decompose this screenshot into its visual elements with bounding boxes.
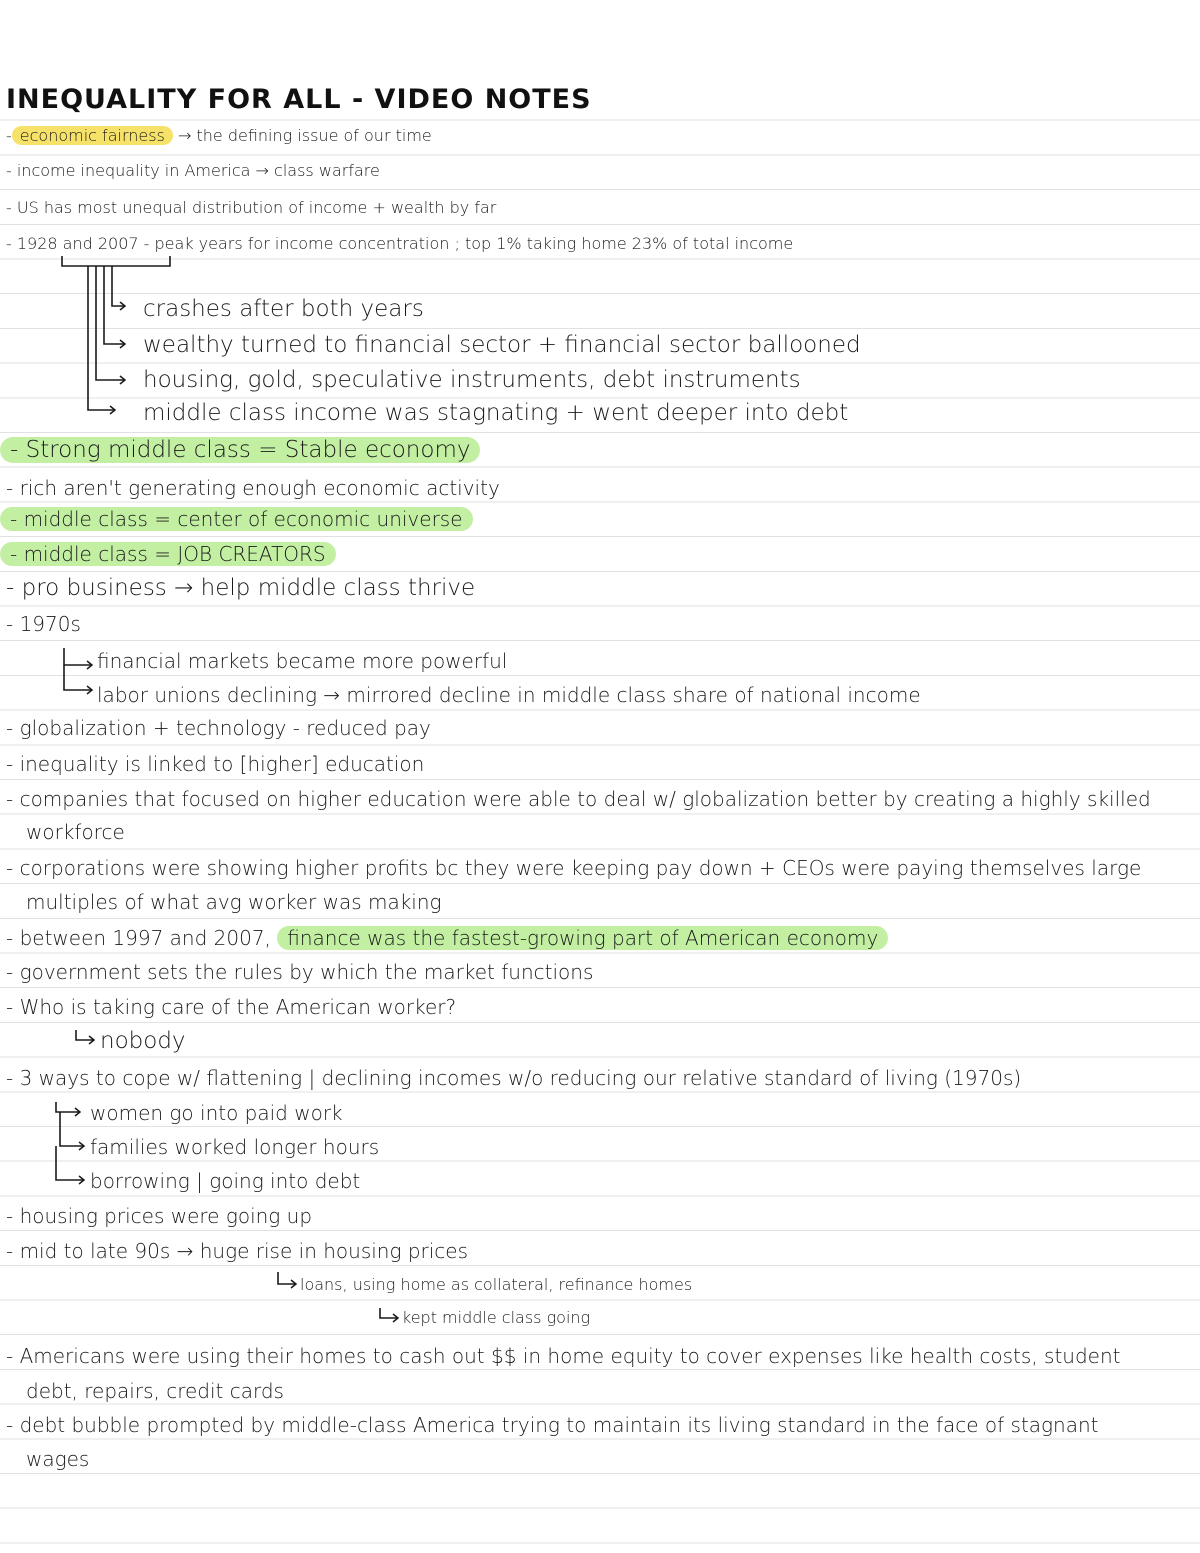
note-line: - rich aren't generating enough economic activity — [6, 476, 500, 500]
note-line: - housing prices were going up — [6, 1204, 313, 1228]
arrow-connector — [278, 1272, 296, 1284]
note-line: - government sets the rules by which the market functions — [6, 960, 594, 984]
arrow-connector — [60, 1112, 84, 1146]
arrowhead — [79, 1176, 84, 1184]
sub-note: families worked longer hours — [90, 1135, 380, 1159]
arrow-connector — [56, 1102, 80, 1112]
sub-note: financial markets became more powerful — [97, 649, 508, 673]
highlighted-text: - middle class = center of economic universe — [0, 507, 473, 531]
arrow-connector — [64, 648, 92, 665]
sub-note: nobody — [100, 1028, 186, 1054]
bullet-dash: - — [6, 126, 12, 145]
note-line: - corporations were showing higher profits bc they were keeping pay down + CEOs were paying themselves large — [6, 856, 1142, 880]
arrowhead — [89, 1036, 94, 1044]
arrow-connector — [112, 266, 125, 306]
note-line-continued: wages — [26, 1447, 90, 1471]
note-line: - Americans were using their homes to cash out $$ in home equity to cover expenses like health costs, student — [6, 1344, 1121, 1368]
arrow-connector — [64, 665, 92, 690]
highlighted-text: finance was the fastest-growing part of American economy — [277, 926, 888, 950]
sub-note: kept middle class going — [402, 1308, 591, 1327]
note-line — [6, 126, 432, 145]
sub-note: middle class income was stagnating + went deeper into debt — [143, 400, 849, 426]
arrow-connector — [88, 266, 115, 410]
note-line: - pro business → help middle class thrive — [6, 575, 476, 601]
note-line: - income inequality in America → class warfare — [6, 161, 380, 180]
arrowhead — [75, 1108, 80, 1116]
note-line — [0, 507, 473, 531]
note-line: - globalization + technology - reduced pay — [6, 716, 431, 740]
note-line: - 1928 and 2007 - peak years for income concentration ; top 1% taking home 23% of total income — [6, 234, 794, 253]
note-line-continued: debt, repairs, credit cards — [26, 1379, 284, 1403]
arrowhead — [120, 302, 125, 310]
note-line: - inequality is linked to [higher] education — [6, 752, 425, 776]
sub-note: housing, gold, speculative instruments, debt instruments — [143, 367, 801, 393]
note-line — [6, 926, 888, 950]
arrow-connector — [104, 266, 125, 344]
note-line — [0, 542, 336, 566]
note-line: - Who is taking care of the American worker? — [6, 995, 457, 1019]
note-line: - US has most unequal distribution of income + wealth by far — [6, 198, 497, 217]
arrowhead — [120, 376, 125, 384]
sub-note: wealthy turned to financial sector + financial sector ballooned — [143, 332, 861, 358]
arrow-connector — [56, 1146, 84, 1180]
highlighted-text: - middle class = JOB CREATORS — [0, 542, 336, 566]
arrowhead — [120, 340, 125, 348]
sub-note: women go into paid work — [90, 1101, 343, 1125]
arrowhead — [393, 1314, 398, 1322]
note-line-continued: multiples of what avg worker was making — [26, 890, 442, 914]
arrowhead — [291, 1280, 296, 1288]
note-line: - mid to late 90s → huge rise in housing prices — [6, 1239, 469, 1263]
note-line-continued: workforce — [26, 820, 125, 844]
arrowhead — [87, 686, 92, 694]
note-line: - 3 ways to cope w/ flattening | declining incomes w/o reducing our relative standard of living (1970s) — [6, 1066, 1022, 1090]
sub-note: labor unions declining → mirrored decline in middle class share of national income — [97, 683, 921, 707]
note-line: - debt bubble prompted by middle-class America trying to maintain its living standard in the face of stagnant — [6, 1413, 1099, 1437]
page-title: INEQUALITY FOR ALL - VIDEO NOTES — [6, 84, 592, 115]
highlighted-text: economic fairness — [12, 126, 173, 145]
arrowhead — [87, 661, 92, 669]
note-line — [0, 437, 480, 463]
sub-note: crashes after both years — [143, 296, 424, 322]
sub-note: loans, using home as collateral, refinance homes — [300, 1275, 693, 1294]
arrowhead — [110, 406, 115, 414]
highlighted-text: - Strong middle class = Stable economy — [0, 437, 480, 463]
bracket-underline — [62, 256, 170, 266]
note-line: - 1970s — [6, 612, 81, 636]
arrowhead — [79, 1142, 84, 1150]
arrow-connector — [380, 1308, 398, 1318]
sub-note: borrowing | going into debt — [90, 1169, 361, 1193]
arrow-connector — [96, 266, 125, 380]
arrow-connector — [76, 1030, 94, 1040]
note-text: - between 1997 and 2007, — [6, 926, 271, 950]
note-line: - companies that focused on higher education were able to deal w/ globalization better by creating a highly skilled — [6, 787, 1151, 811]
note-text: → the defining issue of our time — [177, 126, 432, 145]
